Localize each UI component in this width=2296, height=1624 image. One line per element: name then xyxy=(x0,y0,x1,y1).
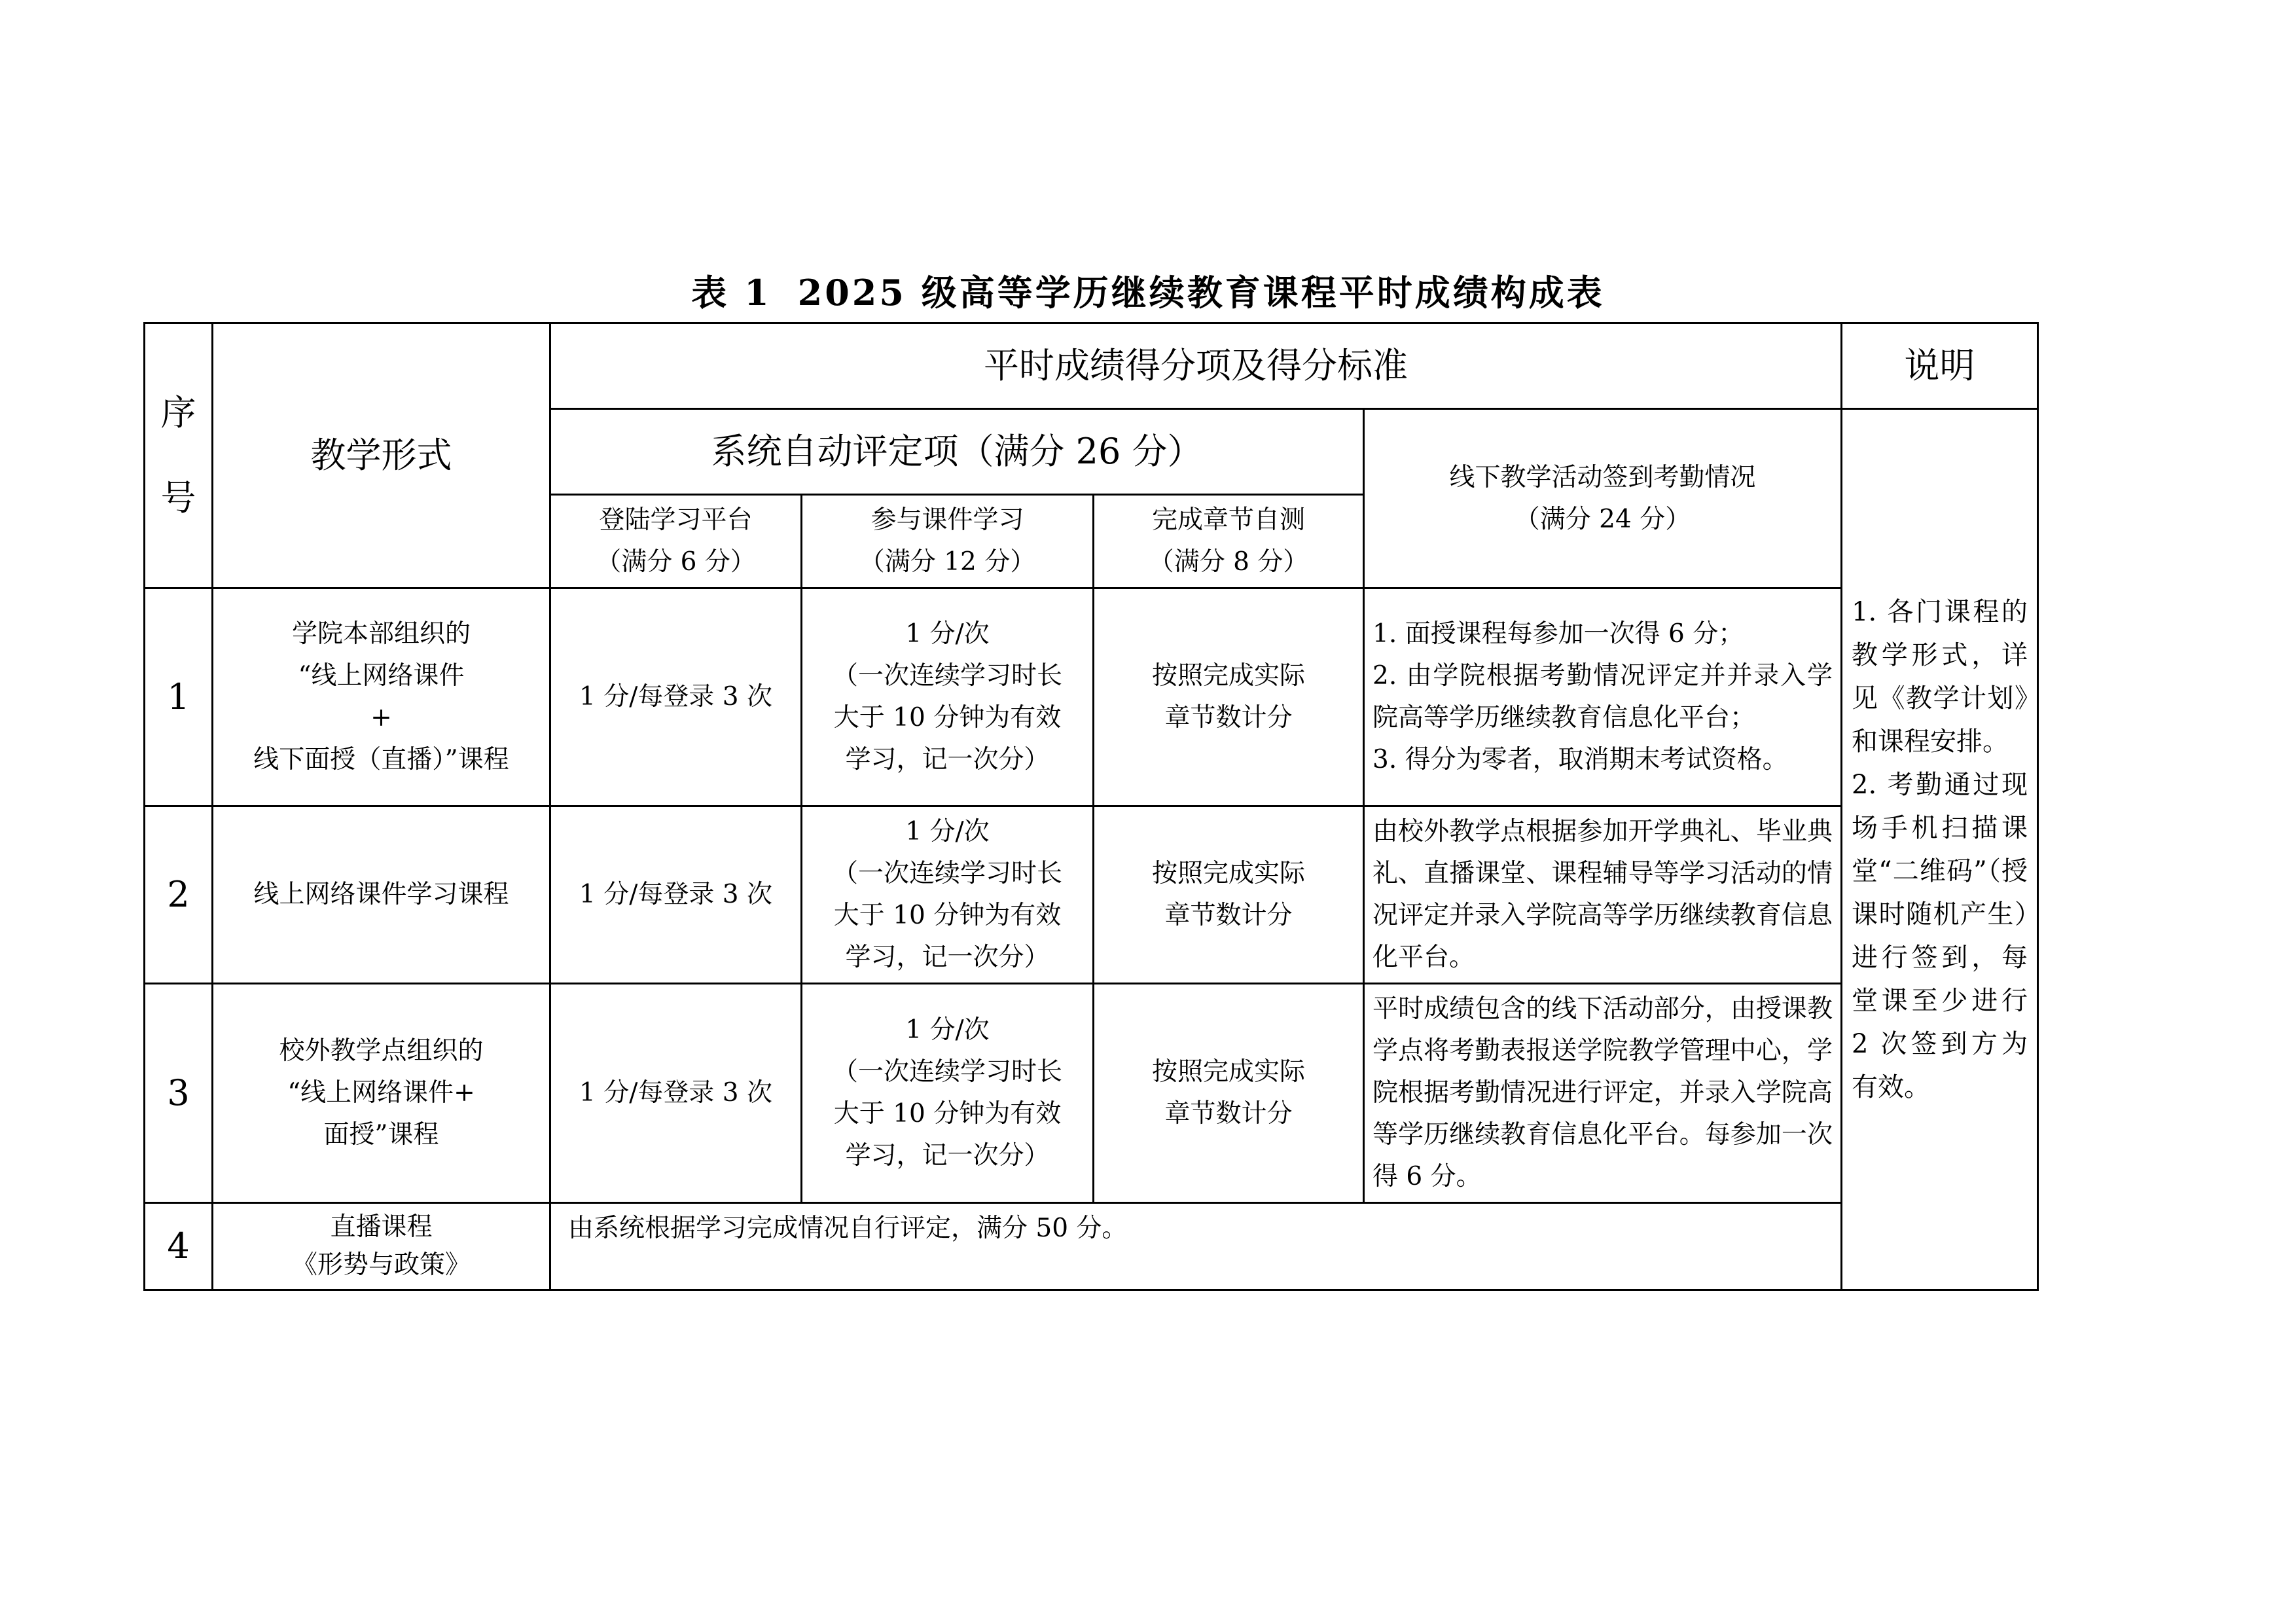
note-1: 1. 各门课程的教学形式，详见《教学计划》和课程安排。 xyxy=(1852,596,2028,757)
row-login: 1 分/每登录 3 次 xyxy=(550,984,802,1203)
row-courseware: 1 分/次 （一次连续学习时长 大于 10 分钟为有效 学习，记一次分） xyxy=(802,806,1094,984)
header-note: 说明 xyxy=(1842,323,2038,409)
row-chapter: 按照完成实际 章节数计分 xyxy=(1094,984,1364,1203)
row-offline: 1. 面授课程每参加一次得 6 分； 2. 由学院根据考勤情况评定并并录入学院高等学历继续教育信息化平台； 3. 得分为零者，取消期末考试资格。 xyxy=(1364,588,1842,806)
table-number: 表 1 xyxy=(691,272,772,314)
row-teaching-form: 校外教学点组织的 “线上网络课件+ 面授”课程 xyxy=(213,984,550,1203)
page-title xyxy=(0,265,2296,316)
header-seq: 序 号 xyxy=(145,323,213,588)
header-courseware: 参与课件学习 （满分 12 分） xyxy=(802,495,1094,588)
row-merged-criteria: 由系统根据学习完成情况自行评定，满分 50 分。 xyxy=(550,1203,1842,1290)
header-login: 登陆学习平台 （满分 6 分） xyxy=(550,495,802,588)
row-chapter: 按照完成实际 章节数计分 xyxy=(1094,806,1364,984)
row-login: 1 分/每登录 3 次 xyxy=(550,588,802,806)
header-auto-items: 系统自动评定项（满分 26 分） xyxy=(550,409,1364,495)
header-teaching-form: 教学形式 xyxy=(213,323,550,588)
score-composition-table xyxy=(143,322,2039,1291)
row-teaching-form: 直播课程 《形势与政策》 xyxy=(213,1203,550,1290)
table-title: 2025 级高等学历继续教育课程平时成绩构成表 xyxy=(797,272,1605,314)
table-row xyxy=(145,984,2038,1203)
row-chapter: 按照完成实际 章节数计分 xyxy=(1094,588,1364,806)
row-offline: 平时成绩包含的线下活动部分，由授课教学点将考勤表报送学院教学管理中心，学院根据考勤情况进行评定，并录入学院高等学历继续教育信息化平台。每参加一次得 6 分。 xyxy=(1364,984,1842,1203)
row-courseware: 1 分/次 （一次连续学习时长 大于 10 分钟为有效 学习，记一次分） xyxy=(802,984,1094,1203)
row-teaching-form: 线上网络课件学习课程 xyxy=(213,806,550,984)
row-courseware: 1 分/次 （一次连续学习时长 大于 10 分钟为有效 学习，记一次分） xyxy=(802,588,1094,806)
table-row xyxy=(145,1203,2038,1290)
header-chapter: 完成章节自测 （满分 8 分） xyxy=(1094,495,1364,588)
table-row xyxy=(145,806,2038,984)
row-login: 1 分/每登录 3 次 xyxy=(550,806,802,984)
header-offline-attendance: 线下教学活动签到考勤情况 （满分 24 分） xyxy=(1364,409,1842,588)
row-seq: 4 xyxy=(145,1203,213,1290)
row-offline: 由校外教学点根据参加开学典礼、毕业典礼、直播课堂、课程辅导等学习活动的情况评定并录入学院高等学历继续教育信息化平台。 xyxy=(1364,806,1842,984)
table-row xyxy=(145,588,2038,806)
row-seq: 2 xyxy=(145,806,213,984)
row-teaching-form: 学院本部组织的 “线上网络课件 + 线下面授（直播）”课程 xyxy=(213,588,550,806)
row-seq: 3 xyxy=(145,984,213,1203)
header-row-1 xyxy=(145,323,2038,409)
row-seq: 1 xyxy=(145,588,213,806)
notes-cell xyxy=(1842,409,2038,1290)
note-2: 2. 考勤通过现场手机扫描课堂“二维码”（授课时随机产生）进行签到，每堂课至少进行 2 次签到方为有效。 xyxy=(1852,769,2028,1102)
header-criteria: 平时成绩得分项及得分标准 xyxy=(550,323,1842,409)
